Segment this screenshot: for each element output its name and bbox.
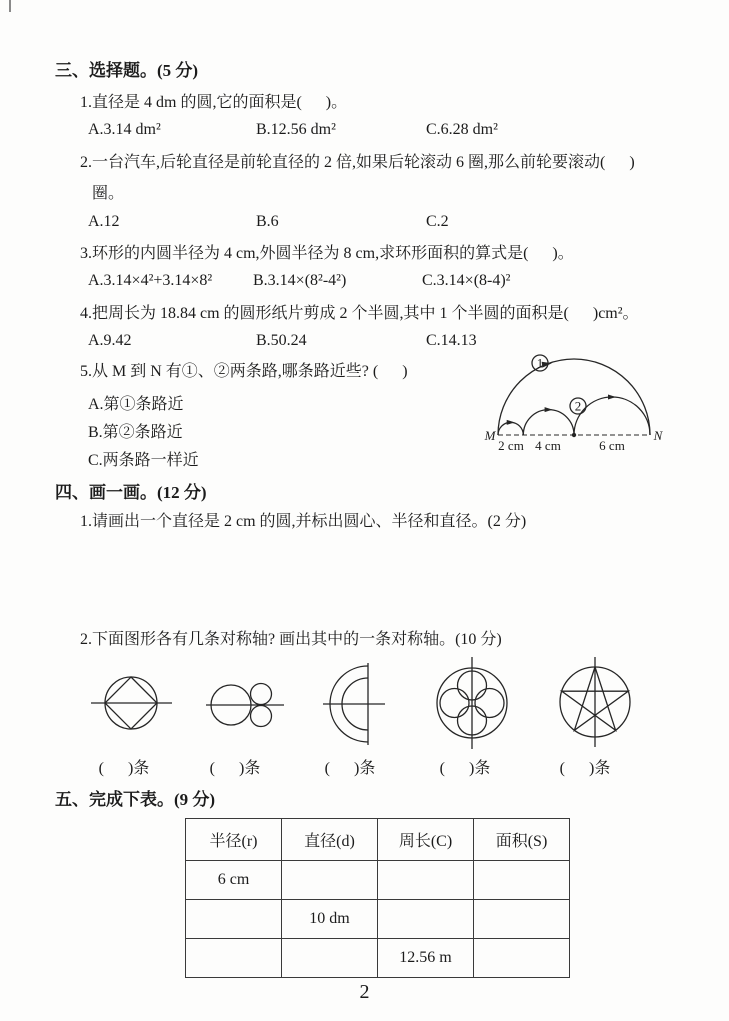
symmetry-shape-pentagram [555,657,635,747]
s4-q1-text: 1.请画出一个直径是 2 cm 的圆,并标出圆心、半径和直径。(2 分) [80,513,527,530]
q1-option-a: A.3.14 dm² [88,121,161,138]
routes-diagram [486,346,668,468]
table-header-row [186,819,570,861]
header-diameter: 直径(d) [282,819,378,861]
shape4-answer-blank: ( )条 [439,760,491,777]
q4-option-c: C.14.13 [426,332,477,349]
segment-2-length: 4 cm [535,438,561,453]
q3-option-c: C.3.14×(8-4)² [422,272,511,289]
s4-q2-text: 2.下面图形各有几条对称轴? 画出其中的一条对称轴。(10 分) [80,631,502,648]
cell-r2-circumference [378,900,474,939]
shape2-answer-blank: ( )条 [209,760,261,777]
q2-option-a: A.12 [88,213,120,230]
route-1-arc [498,359,650,435]
q1-option-b: B.12.56 dm² [256,121,336,138]
table-row [186,861,570,900]
symmetry-shape-half-ring [323,662,395,747]
shape2-small-circle-top [251,684,272,705]
route-2-arc-medium [523,410,574,435]
header-area: 面积(S) [474,819,570,861]
route-2-arrow1-icon [507,420,515,425]
q1-option-c: C.6.28 dm² [426,121,498,138]
cell-r3-circumference: 12.56 m [378,939,474,978]
q2-text-line1: 2.一台汽车,后轮直径是前轮直径的 2 倍,如果后轮滚动 6 圈,那么前轮要滚动( ) [80,154,635,171]
header-circumference: 周长(C) [378,819,474,861]
q5-option-a: A.第①条路近 [88,396,184,413]
cell-r1-circumference [378,861,474,900]
table-row [186,939,570,978]
q4-option-b: B.50.24 [256,332,307,349]
segment-1-length: 2 cm [498,438,524,453]
shape2-small-circle-bottom [251,706,272,727]
route-2-arc-small [498,422,523,435]
q5-text: 5.从 M 到 N 有①、②两条路,哪条路近些? ( ) [80,363,408,380]
table-row [186,900,570,939]
cell-r1-radius: 6 cm [186,861,282,900]
cell-r2-radius [186,900,282,939]
q5-option-b: B.第②条路近 [88,424,183,441]
circle-measures-table [185,818,570,978]
q1-text: 1.直径是 4 dm 的圆,它的面积是( )。 [80,94,348,111]
q4-option-a: A.9.42 [88,332,132,349]
q2-option-c: C.2 [426,213,449,230]
point-n-label: N [653,428,663,443]
shape4-petal-right [475,689,504,718]
page-corner-mark [9,0,11,12]
q3-option-a: A.3.14×4²+3.14×8² [88,272,213,289]
cell-r1-diameter [282,861,378,900]
shape5-answer-blank: ( )条 [559,760,611,777]
cell-r3-area [474,939,570,978]
q2-option-b: B.6 [256,213,279,230]
section-3-heading: 三、选择题。(5 分) [55,61,199,80]
cell-r3-radius [186,939,282,978]
cell-r1-area [474,861,570,900]
cell-r2-diameter: 10 dm [282,900,378,939]
page-number: 2 [359,981,370,1003]
symmetry-shape-quatrefoil [432,657,512,749]
q5-option-c: C.两条路一样近 [88,452,199,469]
route-2-arrow3-icon [608,395,616,400]
cell-r2-area [474,900,570,939]
q3-text: 3.环形的内圆半径为 4 cm,外圆半径为 8 cm,求环形面积的算式是( )。 [80,245,574,262]
cell-r3-diameter [282,939,378,978]
route-1-label: 1 [536,355,544,371]
q2-text-line2: 圈。 [92,185,125,202]
section-4-heading: 四、画一画。(12 分) [55,483,207,502]
segment-3-length: 6 cm [599,438,625,453]
shape1-answer-blank: ( )条 [98,760,150,777]
shape4-petal-left [440,689,469,718]
shape3-answer-blank: ( )条 [324,760,376,777]
symmetry-shape-three-circles [204,678,289,733]
route-2-label: 2 [574,398,582,414]
symmetry-shape-circle-square [89,674,174,734]
header-radius: 半径(r) [186,819,282,861]
q3-option-b: B.3.14×(8²-4²) [253,272,347,289]
q4-text: 4.把周长为 18.84 cm 的圆形纸片剪成 2 个半圆,其中 1 个半圆的面积是( )cm²。 [80,305,639,322]
point-m-label: M [484,428,496,443]
route-2-arrow2-icon [545,407,553,412]
section-5-heading: 五、完成下表。(9 分) [55,790,216,809]
